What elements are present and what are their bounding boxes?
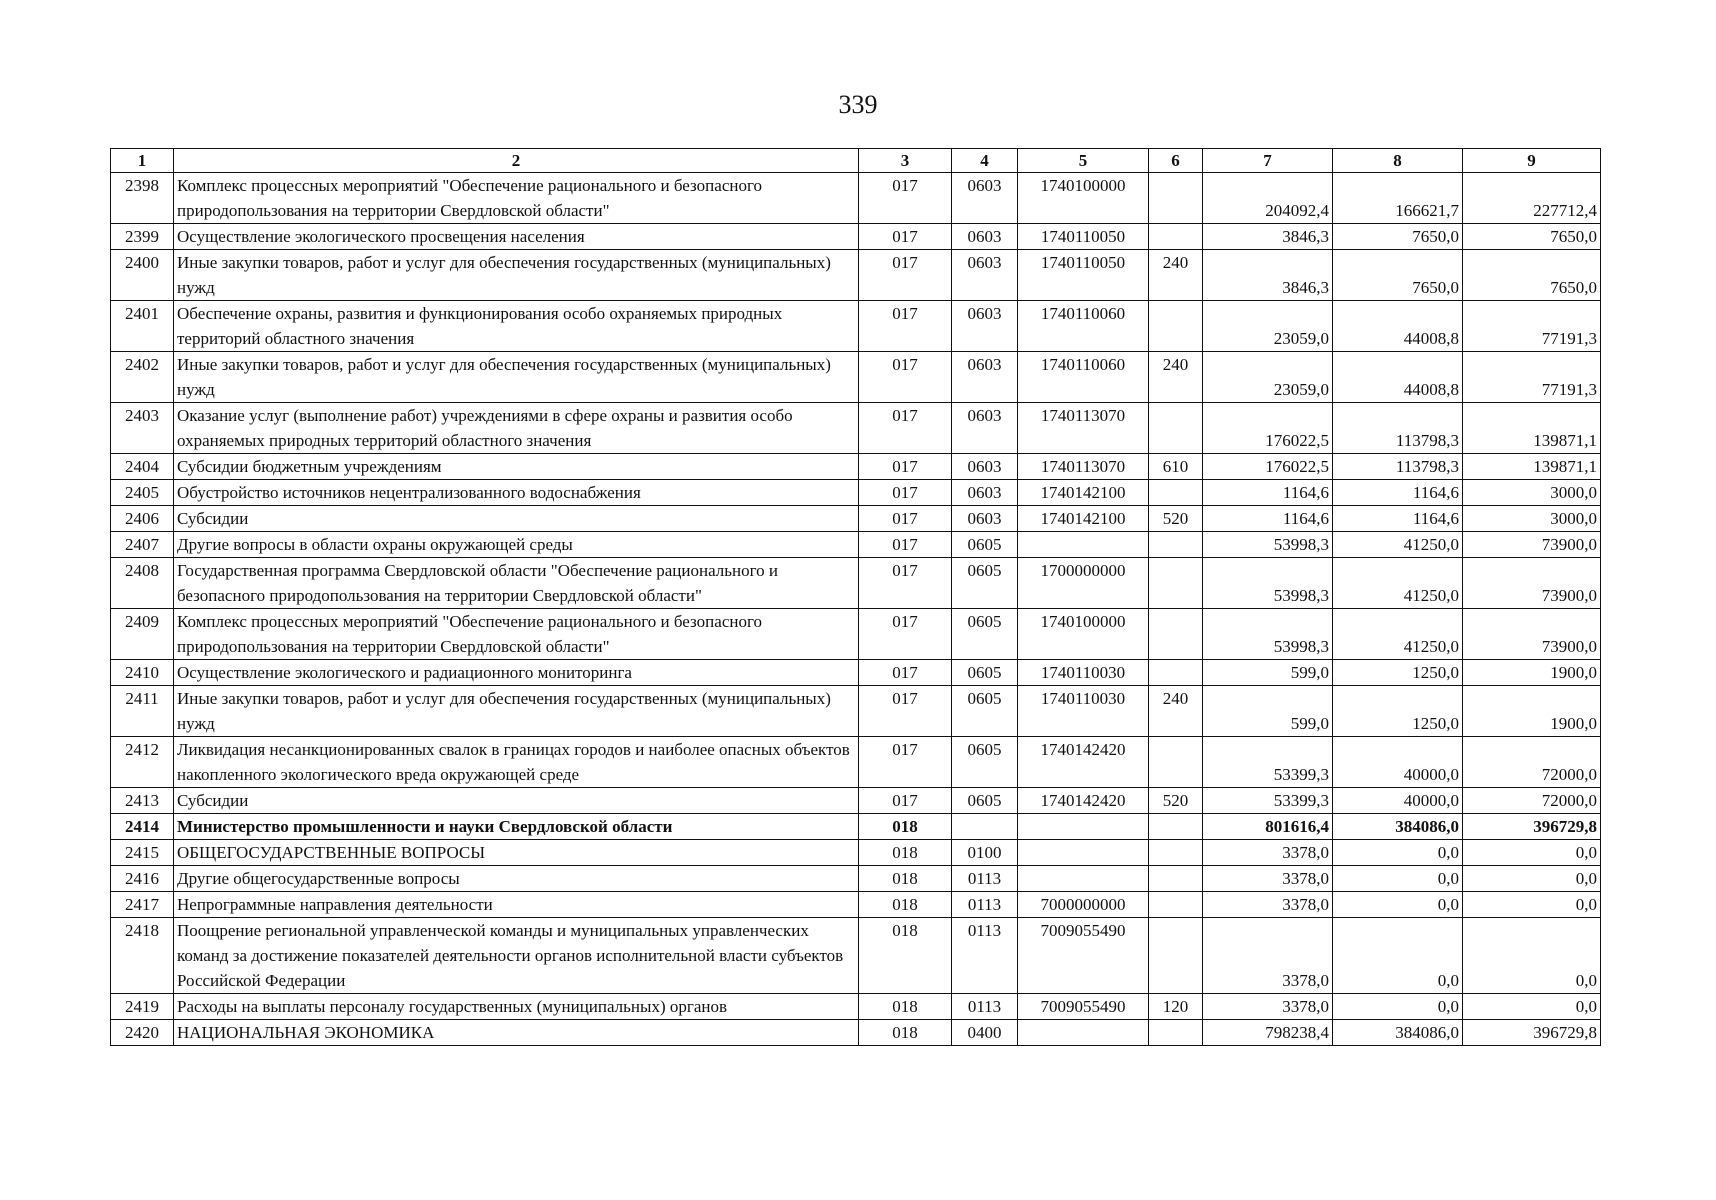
cell-amount-1: 801616,4: [1203, 814, 1333, 840]
cell-amount-2: 384086,0: [1333, 814, 1463, 840]
row-name: Осуществление экологического просвещения населения: [174, 224, 859, 250]
table-row: [111, 686, 1601, 737]
table-row: [111, 892, 1601, 918]
cell-amount-3: 0,0: [1463, 866, 1601, 892]
cell-code-target: [1018, 814, 1149, 840]
cell-amount-1: 3378,0: [1203, 994, 1333, 1020]
cell-code-section: 0603: [952, 352, 1018, 403]
cell-amount-2: 1250,0: [1333, 686, 1463, 737]
cell-code-admin: 017: [859, 506, 952, 532]
row-number: 2416: [111, 866, 174, 892]
cell-code-expense-type: [1149, 532, 1203, 558]
cell-code-admin: 018: [859, 892, 952, 918]
column-header: 3: [859, 149, 952, 173]
row-name: Иные закупки товаров, работ и услуг для обеспечения государственных (муниципальных) нужд: [174, 686, 859, 737]
cell-amount-2: 0,0: [1333, 892, 1463, 918]
cell-code-expense-type: [1149, 918, 1203, 994]
cell-amount-3: 139871,1: [1463, 403, 1601, 454]
table-row: [111, 1020, 1601, 1046]
table-row: [111, 301, 1601, 352]
cell-code-target: 1740110030: [1018, 660, 1149, 686]
cell-code-admin: 018: [859, 1020, 952, 1046]
row-number: 2401: [111, 301, 174, 352]
cell-code-expense-type: [1149, 1020, 1203, 1046]
table-body: [111, 173, 1601, 1046]
cell-amount-2: 44008,8: [1333, 301, 1463, 352]
cell-amount-1: 204092,4: [1203, 173, 1333, 224]
row-name: Осуществление экологического и радиационного мониторинга: [174, 660, 859, 686]
cell-code-target: [1018, 866, 1149, 892]
cell-code-expense-type: [1149, 866, 1203, 892]
table-row: [111, 609, 1601, 660]
cell-code-admin: 018: [859, 994, 952, 1020]
row-name: Государственная программа Свердловской области "Обеспечение рационального и безопасного природопользования на территории Свердловской области": [174, 558, 859, 609]
cell-code-section: 0603: [952, 506, 1018, 532]
cell-amount-1: 53399,3: [1203, 788, 1333, 814]
cell-code-admin: 017: [859, 403, 952, 454]
cell-code-section: [952, 814, 1018, 840]
row-name: ОБЩЕГОСУДАРСТВЕННЫЕ ВОПРОСЫ: [174, 840, 859, 866]
cell-code-target: 1740113070: [1018, 403, 1149, 454]
row-number: 2399: [111, 224, 174, 250]
cell-code-admin: 018: [859, 814, 952, 840]
cell-code-target: 1740113070: [1018, 454, 1149, 480]
cell-code-target: 1740100000: [1018, 173, 1149, 224]
cell-code-expense-type: 240: [1149, 352, 1203, 403]
row-number: 2414: [111, 814, 174, 840]
cell-code-expense-type: [1149, 660, 1203, 686]
cell-code-expense-type: 120: [1149, 994, 1203, 1020]
cell-amount-1: 599,0: [1203, 660, 1333, 686]
header-row: [111, 149, 1601, 173]
cell-amount-1: 3846,3: [1203, 224, 1333, 250]
table-row: [111, 814, 1601, 840]
cell-code-expense-type: 240: [1149, 250, 1203, 301]
row-name: Обеспечение охраны, развития и функционирования особо охраняемых природных территорий областного значения: [174, 301, 859, 352]
cell-amount-2: 7650,0: [1333, 224, 1463, 250]
cell-amount-1: 798238,4: [1203, 1020, 1333, 1046]
cell-amount-3: 227712,4: [1463, 173, 1601, 224]
table-row: [111, 532, 1601, 558]
cell-code-target: 1740110030: [1018, 686, 1149, 737]
cell-amount-1: 3378,0: [1203, 892, 1333, 918]
table-row: [111, 403, 1601, 454]
cell-code-admin: 017: [859, 250, 952, 301]
cell-code-expense-type: [1149, 814, 1203, 840]
cell-code-expense-type: 520: [1149, 788, 1203, 814]
table-row: [111, 866, 1601, 892]
cell-amount-3: 0,0: [1463, 840, 1601, 866]
cell-code-admin: 017: [859, 660, 952, 686]
table-row: [111, 224, 1601, 250]
cell-amount-3: 72000,0: [1463, 737, 1601, 788]
cell-code-section: 0603: [952, 480, 1018, 506]
row-name: Непрограммные направления деятельности: [174, 892, 859, 918]
cell-amount-3: 77191,3: [1463, 301, 1601, 352]
cell-amount-2: 113798,3: [1333, 454, 1463, 480]
cell-code-expense-type: [1149, 403, 1203, 454]
cell-amount-1: 3378,0: [1203, 918, 1333, 994]
cell-amount-1: 176022,5: [1203, 403, 1333, 454]
cell-amount-2: 41250,0: [1333, 609, 1463, 660]
table-row: [111, 840, 1601, 866]
cell-code-section: 0113: [952, 892, 1018, 918]
cell-amount-1: 3378,0: [1203, 840, 1333, 866]
row-number: 2420: [111, 1020, 174, 1046]
cell-code-admin: 017: [859, 454, 952, 480]
row-number: 2418: [111, 918, 174, 994]
row-number: 2408: [111, 558, 174, 609]
cell-amount-3: 396729,8: [1463, 1020, 1601, 1046]
cell-code-section: 0605: [952, 558, 1018, 609]
cell-code-target: 1740142420: [1018, 737, 1149, 788]
cell-code-section: 0113: [952, 994, 1018, 1020]
cell-code-section: 0605: [952, 660, 1018, 686]
cell-amount-3: 0,0: [1463, 994, 1601, 1020]
row-name: НАЦИОНАЛЬНАЯ ЭКОНОМИКА: [174, 1020, 859, 1046]
cell-amount-1: 23059,0: [1203, 301, 1333, 352]
row-number: 2413: [111, 788, 174, 814]
row-name: Обустройство источников нецентрализованного водоснабжения: [174, 480, 859, 506]
cell-amount-2: 41250,0: [1333, 532, 1463, 558]
cell-code-section: 0603: [952, 250, 1018, 301]
cell-code-target: 1740142100: [1018, 480, 1149, 506]
cell-amount-2: 0,0: [1333, 866, 1463, 892]
cell-code-admin: 017: [859, 352, 952, 403]
cell-code-target: 1740110050: [1018, 250, 1149, 301]
cell-amount-3: 73900,0: [1463, 558, 1601, 609]
cell-code-target: [1018, 532, 1149, 558]
cell-code-section: 0603: [952, 173, 1018, 224]
cell-code-target: [1018, 840, 1149, 866]
cell-amount-1: 53399,3: [1203, 737, 1333, 788]
row-number: 2400: [111, 250, 174, 301]
row-number: 2412: [111, 737, 174, 788]
row-number: 2415: [111, 840, 174, 866]
cell-code-section: 0603: [952, 224, 1018, 250]
cell-code-section: 0603: [952, 454, 1018, 480]
cell-code-expense-type: 520: [1149, 506, 1203, 532]
row-number: 2405: [111, 480, 174, 506]
cell-amount-2: 113798,3: [1333, 403, 1463, 454]
cell-amount-2: 166621,7: [1333, 173, 1463, 224]
cell-code-target: 7009055490: [1018, 994, 1149, 1020]
cell-code-target: 1740110060: [1018, 301, 1149, 352]
cell-code-expense-type: [1149, 892, 1203, 918]
cell-code-admin: 018: [859, 918, 952, 994]
cell-amount-2: 1164,6: [1333, 506, 1463, 532]
cell-code-section: 0605: [952, 609, 1018, 660]
cell-amount-2: 41250,0: [1333, 558, 1463, 609]
cell-code-section: 0113: [952, 918, 1018, 994]
table-row: [111, 788, 1601, 814]
cell-amount-3: 77191,3: [1463, 352, 1601, 403]
table-row: [111, 558, 1601, 609]
cell-amount-3: 72000,0: [1463, 788, 1601, 814]
row-number: 2409: [111, 609, 174, 660]
column-header: 6: [1149, 149, 1203, 173]
cell-code-target: 1740142100: [1018, 506, 1149, 532]
cell-amount-1: 53998,3: [1203, 609, 1333, 660]
cell-amount-3: 0,0: [1463, 918, 1601, 994]
cell-amount-3: 3000,0: [1463, 506, 1601, 532]
cell-amount-1: 599,0: [1203, 686, 1333, 737]
row-name: Субсидии: [174, 506, 859, 532]
cell-amount-3: 73900,0: [1463, 532, 1601, 558]
cell-code-target: 7009055490: [1018, 918, 1149, 994]
cell-code-expense-type: [1149, 224, 1203, 250]
row-name: Комплекс процессных мероприятий "Обеспечение рационального и безопасного природопользования на территории Свердловской области": [174, 609, 859, 660]
row-name: Другие вопросы в области охраны окружающей среды: [174, 532, 859, 558]
cell-code-admin: 017: [859, 301, 952, 352]
cell-code-expense-type: 240: [1149, 686, 1203, 737]
cell-code-target: 1740142420: [1018, 788, 1149, 814]
cell-code-admin: 017: [859, 480, 952, 506]
table-row: [111, 918, 1601, 994]
table-row: [111, 737, 1601, 788]
cell-code-section: 0100: [952, 840, 1018, 866]
cell-code-admin: 017: [859, 532, 952, 558]
table-row: [111, 994, 1601, 1020]
column-header: 2: [174, 149, 859, 173]
table-row: [111, 173, 1601, 224]
cell-code-section: 0605: [952, 686, 1018, 737]
cell-amount-2: 44008,8: [1333, 352, 1463, 403]
cell-code-section: 0603: [952, 403, 1018, 454]
cell-code-target: [1018, 1020, 1149, 1046]
cell-code-admin: 017: [859, 558, 952, 609]
row-number: 2419: [111, 994, 174, 1020]
cell-code-section: 0605: [952, 532, 1018, 558]
cell-amount-3: 73900,0: [1463, 609, 1601, 660]
row-number: 2404: [111, 454, 174, 480]
cell-amount-2: 40000,0: [1333, 788, 1463, 814]
cell-amount-2: 0,0: [1333, 918, 1463, 994]
row-name: Иные закупки товаров, работ и услуг для обеспечения государственных (муниципальных) нужд: [174, 250, 859, 301]
cell-amount-2: 1250,0: [1333, 660, 1463, 686]
cell-amount-3: 7650,0: [1463, 250, 1601, 301]
cell-amount-1: 23059,0: [1203, 352, 1333, 403]
row-number: 2403: [111, 403, 174, 454]
cell-amount-2: 0,0: [1333, 994, 1463, 1020]
cell-code-section: 0400: [952, 1020, 1018, 1046]
row-name: Субсидии бюджетным учреждениям: [174, 454, 859, 480]
cell-code-expense-type: [1149, 301, 1203, 352]
cell-code-target: 1740110060: [1018, 352, 1149, 403]
cell-code-target: 1740100000: [1018, 609, 1149, 660]
cell-amount-1: 3846,3: [1203, 250, 1333, 301]
cell-code-admin: 018: [859, 866, 952, 892]
cell-code-section: 0113: [952, 866, 1018, 892]
cell-code-expense-type: [1149, 558, 1203, 609]
cell-code-admin: 017: [859, 224, 952, 250]
budget-table: [110, 148, 1601, 1046]
cell-code-section: 0603: [952, 301, 1018, 352]
cell-code-target: 1700000000: [1018, 558, 1149, 609]
cell-code-admin: 017: [859, 173, 952, 224]
cell-code-expense-type: [1149, 609, 1203, 660]
cell-code-admin: 017: [859, 609, 952, 660]
cell-amount-1: 176022,5: [1203, 454, 1333, 480]
table-row: [111, 454, 1601, 480]
row-number: 2398: [111, 173, 174, 224]
cell-code-expense-type: [1149, 737, 1203, 788]
cell-amount-1: 53998,3: [1203, 532, 1333, 558]
row-name: Субсидии: [174, 788, 859, 814]
row-name: Ликвидация несанкционированных свалок в границах городов и наиболее опасных объектов накопленного экологического вреда окружающей среде: [174, 737, 859, 788]
cell-amount-3: 0,0: [1463, 892, 1601, 918]
cell-amount-1: 53998,3: [1203, 558, 1333, 609]
cell-code-expense-type: [1149, 173, 1203, 224]
column-header: 9: [1463, 149, 1601, 173]
cell-code-expense-type: 610: [1149, 454, 1203, 480]
row-number: 2407: [111, 532, 174, 558]
cell-amount-2: 40000,0: [1333, 737, 1463, 788]
cell-code-admin: 017: [859, 788, 952, 814]
table-row: [111, 506, 1601, 532]
cell-code-admin: 017: [859, 737, 952, 788]
row-number: 2402: [111, 352, 174, 403]
cell-amount-1: 3378,0: [1203, 866, 1333, 892]
row-number: 2406: [111, 506, 174, 532]
cell-amount-3: 1900,0: [1463, 660, 1601, 686]
column-header: 8: [1333, 149, 1463, 173]
cell-amount-1: 1164,6: [1203, 480, 1333, 506]
cell-code-admin: 017: [859, 686, 952, 737]
cell-code-admin: 018: [859, 840, 952, 866]
cell-amount-3: 396729,8: [1463, 814, 1601, 840]
row-name: Комплекс процессных мероприятий "Обеспечение рационального и безопасного природопользования на территории Свердловской области": [174, 173, 859, 224]
column-header: 4: [952, 149, 1018, 173]
cell-amount-3: 1900,0: [1463, 686, 1601, 737]
cell-amount-2: 0,0: [1333, 840, 1463, 866]
row-name: Поощрение региональной управленческой команды и муниципальных управленческих команд за достижение показателей деятельности органов исполнительной власти субъектов Российской Федерации: [174, 918, 859, 994]
column-header: 1: [111, 149, 174, 173]
cell-amount-1: 1164,6: [1203, 506, 1333, 532]
row-number: 2411: [111, 686, 174, 737]
cell-code-expense-type: [1149, 480, 1203, 506]
cell-code-section: 0605: [952, 737, 1018, 788]
cell-code-expense-type: [1149, 840, 1203, 866]
row-name: Оказание услуг (выполнение работ) учреждениями в сфере охраны и развития особо охраняемых природных территорий областного значения: [174, 403, 859, 454]
cell-amount-2: 7650,0: [1333, 250, 1463, 301]
cell-amount-3: 7650,0: [1463, 224, 1601, 250]
cell-amount-2: 1164,6: [1333, 480, 1463, 506]
table-row: [111, 250, 1601, 301]
row-name: Расходы на выплаты персоналу государственных (муниципальных) органов: [174, 994, 859, 1020]
cell-code-target: 7000000000: [1018, 892, 1149, 918]
cell-amount-3: 3000,0: [1463, 480, 1601, 506]
table-row: [111, 660, 1601, 686]
cell-amount-3: 139871,1: [1463, 454, 1601, 480]
row-name: Министерство промышленности и науки Свердловской области: [174, 814, 859, 840]
table-row: [111, 352, 1601, 403]
column-header: 7: [1203, 149, 1333, 173]
row-number: 2410: [111, 660, 174, 686]
cell-amount-2: 384086,0: [1333, 1020, 1463, 1046]
cell-code-target: 1740110050: [1018, 224, 1149, 250]
cell-code-section: 0605: [952, 788, 1018, 814]
row-name: Иные закупки товаров, работ и услуг для обеспечения государственных (муниципальных) нужд: [174, 352, 859, 403]
row-number: 2417: [111, 892, 174, 918]
row-name: Другие общегосударственные вопросы: [174, 866, 859, 892]
column-header: 5: [1018, 149, 1149, 173]
page-number: 339: [838, 90, 878, 119]
table-row: [111, 480, 1601, 506]
